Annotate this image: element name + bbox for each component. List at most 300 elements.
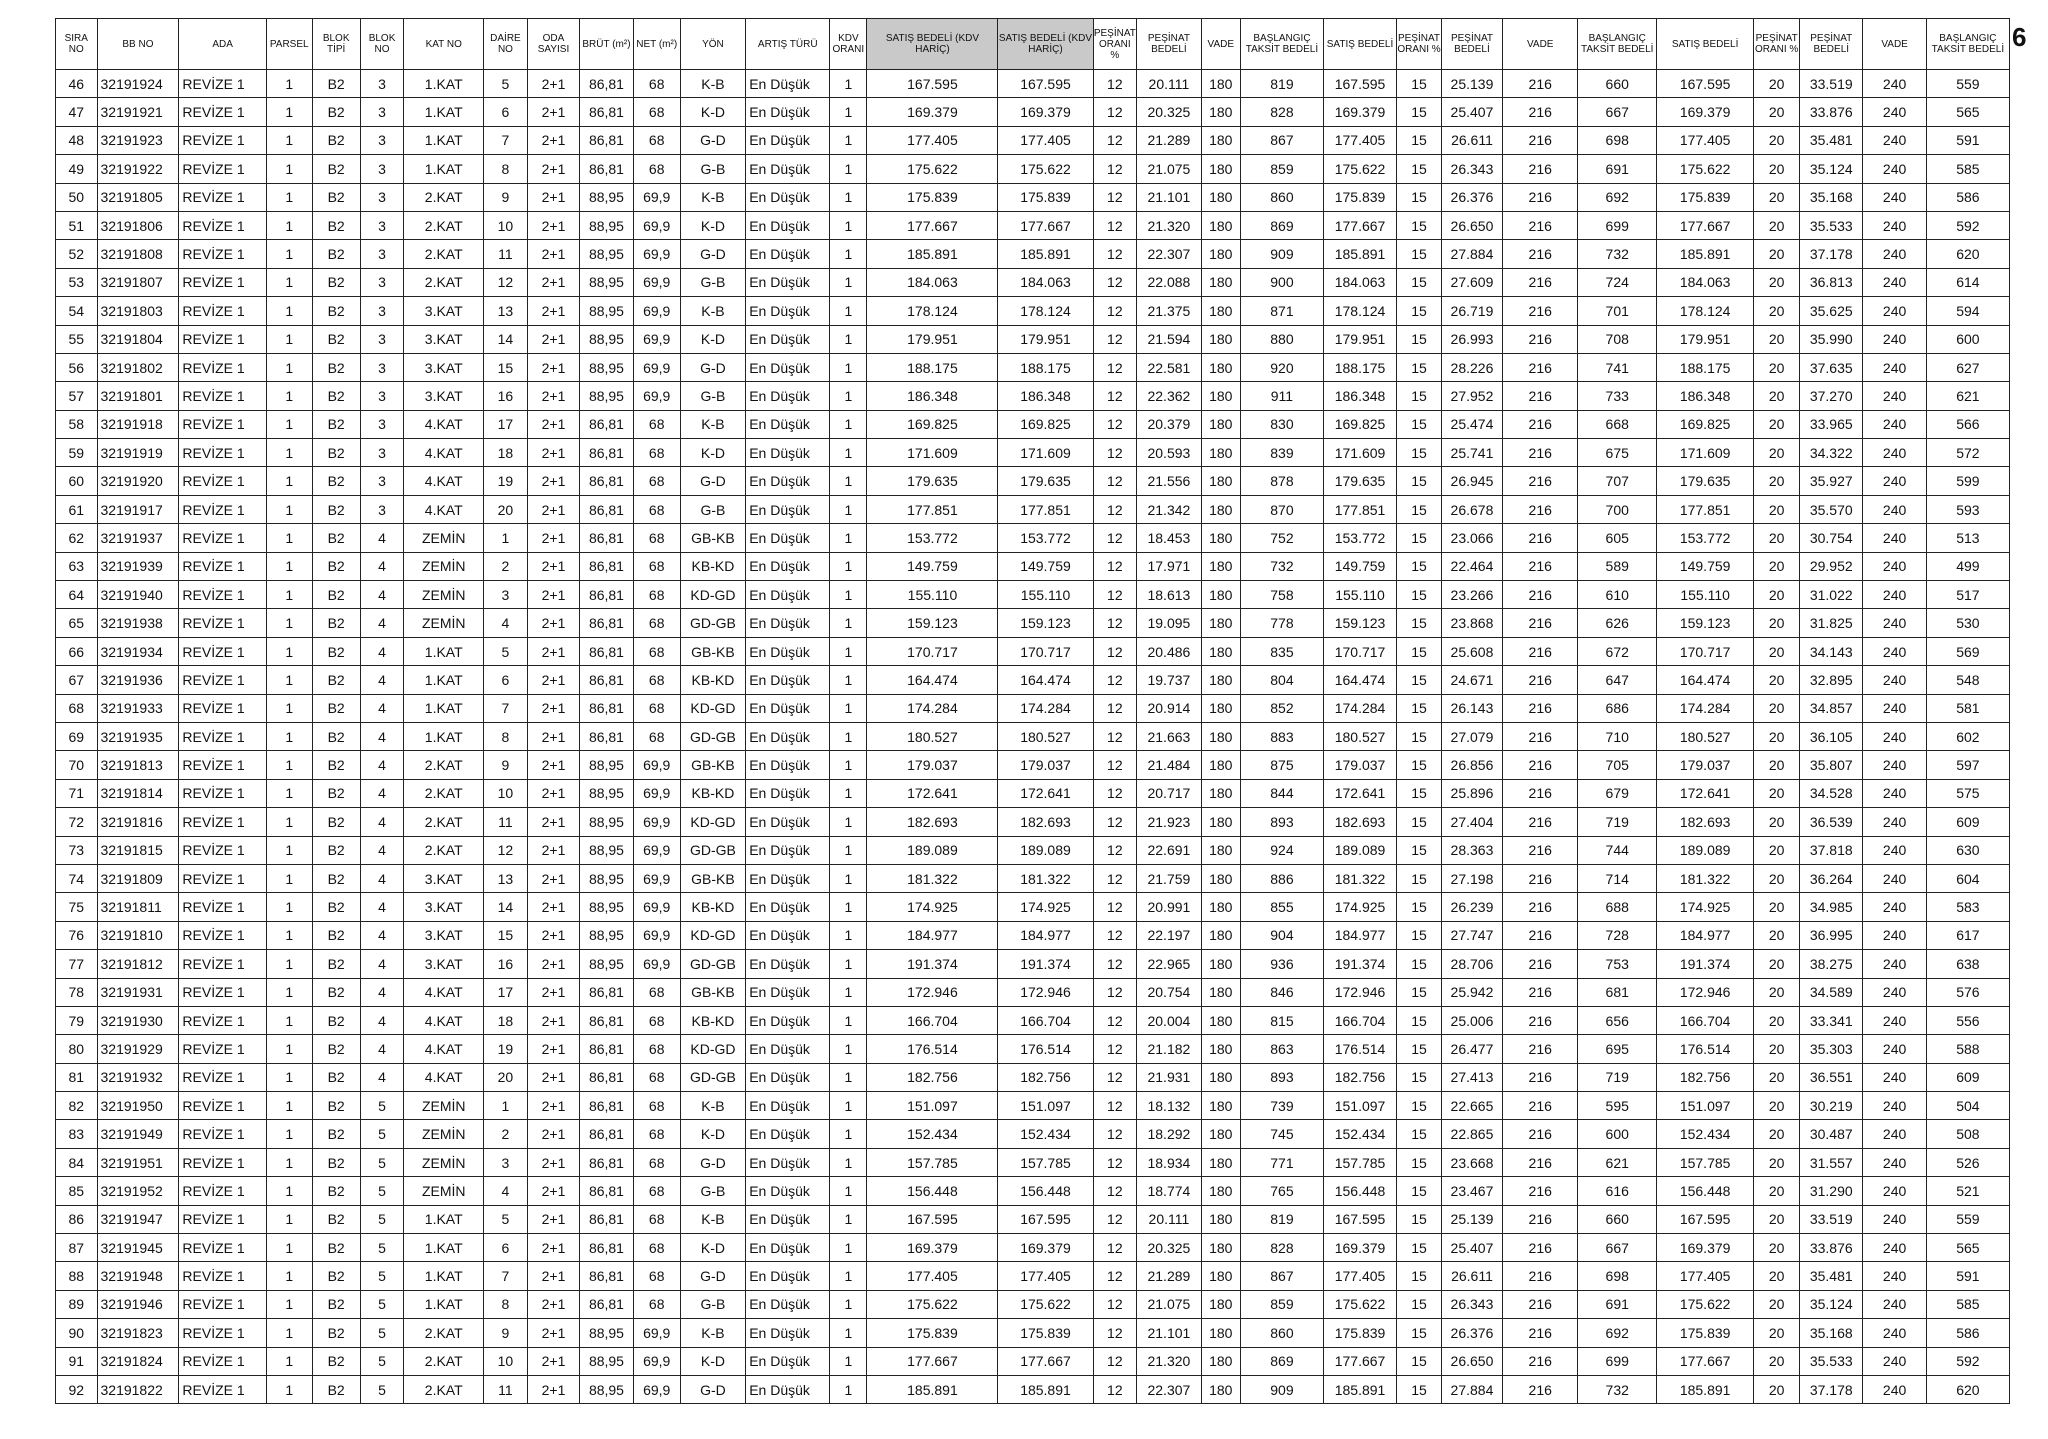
table-cell: B2 (312, 694, 360, 722)
table-cell: 1 (830, 1375, 867, 1403)
table-cell: 3.KAT (404, 950, 484, 978)
table-cell: 180 (1201, 666, 1240, 694)
table-cell: 88,95 (580, 297, 634, 325)
table-cell: 177.851 (1657, 495, 1754, 523)
table-cell: 177.667 (867, 1347, 998, 1375)
table-cell: 68 (633, 1205, 680, 1233)
table-cell: 20 (484, 1063, 528, 1091)
table-cell: 36.105 (1800, 722, 1863, 750)
table-cell: 1 (830, 864, 867, 892)
table-cell: 2+1 (527, 1375, 579, 1403)
table-cell: B2 (312, 410, 360, 438)
table-cell: 2+1 (527, 779, 579, 807)
table-cell: REVİZE 1 (179, 1234, 266, 1262)
table-cell: 2+1 (527, 1262, 579, 1290)
table-cell: 4 (360, 921, 404, 949)
table-cell: 68 (633, 637, 680, 665)
table-cell: 46 (56, 70, 98, 98)
table-cell: 240 (1863, 410, 1926, 438)
table-cell: 69,9 (633, 836, 680, 864)
table-cell: 175.622 (867, 155, 998, 183)
table-cell: 1 (830, 1092, 867, 1120)
table-cell: 20 (1754, 382, 1800, 410)
table-cell: 240 (1863, 495, 1926, 523)
table-cell: 20.486 (1137, 637, 1201, 665)
table-cell: 1 (266, 467, 312, 495)
table-cell: 12 (1093, 609, 1137, 637)
table-cell: GD-GB (680, 1063, 746, 1091)
table-cell: 76 (56, 921, 98, 949)
table-cell: 170.717 (998, 637, 1093, 665)
table-cell: 32191948 (97, 1262, 179, 1290)
table-cell: 32191816 (97, 808, 179, 836)
table-cell: 185.891 (1657, 240, 1754, 268)
table-cell: 68 (633, 581, 680, 609)
column-header: NET (m²) (633, 19, 680, 70)
table-cell: 4 (360, 524, 404, 552)
table-cell: 1 (266, 439, 312, 467)
table-cell: 82 (56, 1092, 98, 1120)
table-cell: 630 (1926, 836, 2009, 864)
table-cell: KD-GD (680, 921, 746, 949)
table-cell: 12 (1093, 921, 1137, 949)
table-cell: B2 (312, 1177, 360, 1205)
table-cell: En Düşük (746, 98, 830, 126)
table-cell: B2 (312, 1234, 360, 1262)
table-cell: 859 (1240, 155, 1323, 183)
column-header: PARSEL (266, 19, 312, 70)
table-row (56, 1148, 2010, 1176)
table-cell: 37.818 (1800, 836, 1863, 864)
column-header: SIRA NO (56, 19, 98, 70)
table-cell: 20 (1754, 666, 1800, 694)
table-cell: 180 (1201, 978, 1240, 1006)
table-cell: 27.404 (1441, 808, 1502, 836)
table-cell: 176.514 (1323, 1035, 1396, 1063)
table-cell: 69,9 (633, 297, 680, 325)
table-cell: 216 (1503, 297, 1578, 325)
table-cell: 191.374 (1323, 950, 1396, 978)
table-cell: 909 (1240, 1375, 1323, 1403)
table-cell: 804 (1240, 666, 1323, 694)
table-cell: 1 (830, 524, 867, 552)
table-cell: 846 (1240, 978, 1323, 1006)
table-cell: 2+1 (527, 1120, 579, 1148)
table-cell: 69,9 (633, 808, 680, 836)
table-cell: 5 (360, 1205, 404, 1233)
table-cell: 1 (266, 382, 312, 410)
table-cell: GB-KB (680, 864, 746, 892)
table-cell: 1 (830, 268, 867, 296)
table-cell: 179.635 (1657, 467, 1754, 495)
table-cell: B2 (312, 1120, 360, 1148)
table-cell: 68 (633, 609, 680, 637)
table-cell: 548 (1926, 666, 2009, 694)
table-cell: 20 (1754, 1375, 1800, 1403)
table-cell: 692 (1578, 183, 1657, 211)
table-cell: B2 (312, 722, 360, 750)
table-cell: 166.704 (1657, 1006, 1754, 1034)
table-cell: K-B (680, 1205, 746, 1233)
table-cell: 69,9 (633, 353, 680, 381)
table-cell: 88,95 (580, 382, 634, 410)
table-row (56, 1006, 2010, 1034)
table-cell: 180.527 (1657, 722, 1754, 750)
table-cell: 588 (1926, 1035, 2009, 1063)
table-row (56, 637, 2010, 665)
table-cell: 20 (1754, 694, 1800, 722)
table-cell: 216 (1503, 268, 1578, 296)
table-cell: 12 (484, 268, 528, 296)
table-cell: REVİZE 1 (179, 410, 266, 438)
table-cell: 4 (360, 1063, 404, 1091)
table-cell: 32.895 (1800, 666, 1863, 694)
table-cell: 240 (1863, 666, 1926, 694)
table-cell: 32191950 (97, 1092, 179, 1120)
table-cell: 86,81 (580, 1148, 634, 1176)
table-cell: 68 (633, 1290, 680, 1318)
table-header (56, 19, 2010, 70)
table-cell: 159.123 (867, 609, 998, 637)
table-cell: 4 (360, 1035, 404, 1063)
table-cell: 27.747 (1441, 921, 1502, 949)
table-cell: 216 (1503, 325, 1578, 353)
table-cell: 175.622 (1657, 155, 1754, 183)
table-cell: 172.641 (1323, 779, 1396, 807)
table-cell: 732 (1578, 1375, 1657, 1403)
table-cell: 216 (1503, 155, 1578, 183)
table-cell: ZEMİN (404, 1148, 484, 1176)
table-cell: 48 (56, 126, 98, 154)
table-cell: REVİZE 1 (179, 1290, 266, 1318)
table-cell: B2 (312, 70, 360, 98)
table-cell: 1 (830, 439, 867, 467)
table-cell: 586 (1926, 1319, 2009, 1347)
table-cell: 26.376 (1441, 183, 1502, 211)
table-cell: 72 (56, 808, 98, 836)
table-cell: 4 (360, 694, 404, 722)
table-cell: 660 (1578, 1205, 1657, 1233)
table-cell: 180 (1201, 98, 1240, 126)
table-cell: 15 (1397, 70, 1442, 98)
table-row (56, 722, 2010, 750)
table-cell: 180 (1201, 297, 1240, 325)
table-cell: REVİZE 1 (179, 666, 266, 694)
table-cell: 88,95 (580, 240, 634, 268)
table-cell: 86,81 (580, 1205, 634, 1233)
table-cell: 68 (633, 722, 680, 750)
table-cell: REVİZE 1 (179, 1148, 266, 1176)
table-cell: GD-GB (680, 609, 746, 637)
table-cell: 26.945 (1441, 467, 1502, 495)
table-cell: 175.622 (998, 155, 1093, 183)
table-cell: B2 (312, 779, 360, 807)
table-cell: 153.772 (1323, 524, 1396, 552)
table-cell: 15 (484, 921, 528, 949)
table-cell: 216 (1503, 694, 1578, 722)
table-cell: 32191823 (97, 1319, 179, 1347)
table-cell: 175.839 (1323, 1319, 1396, 1347)
table-cell: 68 (633, 552, 680, 580)
table-cell: 12 (1093, 808, 1137, 836)
table-cell: 5 (360, 1092, 404, 1120)
table-cell: 4.KAT (404, 467, 484, 495)
table-cell: 37.270 (1800, 382, 1863, 410)
table-cell: 14 (484, 893, 528, 921)
column-header: YÖN (680, 19, 746, 70)
table-cell: 883 (1240, 722, 1323, 750)
table-cell: G-B (680, 268, 746, 296)
table-cell: 180 (1201, 353, 1240, 381)
table-cell: 175.839 (998, 183, 1093, 211)
table-cell: 2+1 (527, 864, 579, 892)
table-cell: 15 (1397, 240, 1442, 268)
table-row (56, 1375, 2010, 1403)
table-cell: 149.759 (867, 552, 998, 580)
table-cell: 576 (1926, 978, 2009, 1006)
table-cell: 20 (1754, 1092, 1800, 1120)
table-cell: 180 (1201, 524, 1240, 552)
table-cell: 21.075 (1137, 1290, 1201, 1318)
table-cell: 19 (484, 1035, 528, 1063)
table-cell: 88,95 (580, 353, 634, 381)
table-cell: 610 (1578, 581, 1657, 609)
table-cell: 166.704 (1323, 1006, 1396, 1034)
table-cell: 88,95 (580, 779, 634, 807)
table-cell: 21.923 (1137, 808, 1201, 836)
table-cell: 216 (1503, 353, 1578, 381)
table-cell: 25.407 (1441, 1234, 1502, 1262)
table-cell: 20 (1754, 1120, 1800, 1148)
table-cell: REVİZE 1 (179, 921, 266, 949)
table-cell: 614 (1926, 268, 2009, 296)
table-cell: G-B (680, 495, 746, 523)
table-cell: REVİZE 1 (179, 1347, 266, 1375)
table-cell: 4 (360, 666, 404, 694)
column-header: KAT NO (404, 19, 484, 70)
table-cell: 86,81 (580, 1006, 634, 1034)
table-cell: 530 (1926, 609, 2009, 637)
table-cell: 87 (56, 1234, 98, 1262)
table-cell: 155.110 (998, 581, 1093, 609)
table-cell: 177.667 (1323, 211, 1396, 239)
table-cell: En Düşük (746, 1205, 830, 1233)
table-cell: 20 (1754, 836, 1800, 864)
table-cell: 240 (1863, 155, 1926, 183)
table-cell: 1 (830, 1290, 867, 1318)
table-cell: 31.825 (1800, 609, 1863, 637)
table-cell: 1 (266, 155, 312, 183)
table-cell: 184.063 (1323, 268, 1396, 296)
table-cell: 20 (1754, 353, 1800, 381)
table-cell: 86,81 (580, 439, 634, 467)
table-cell: 1 (830, 353, 867, 381)
table-cell: 32191935 (97, 722, 179, 750)
table-cell: 26.611 (1441, 126, 1502, 154)
table-cell: 1 (830, 495, 867, 523)
table-cell: 508 (1926, 1120, 2009, 1148)
table-cell: 68 (633, 1120, 680, 1148)
table-cell: 15 (1397, 439, 1442, 467)
table-cell: 1.KAT (404, 98, 484, 126)
table-row (56, 1035, 2010, 1063)
table-cell: 216 (1503, 1205, 1578, 1233)
table-cell: En Düşük (746, 864, 830, 892)
table-cell: 21.101 (1137, 183, 1201, 211)
table-row (56, 467, 2010, 495)
table-cell: 240 (1863, 609, 1926, 637)
table-cell: 35.481 (1800, 126, 1863, 154)
table-cell: 86,81 (580, 1063, 634, 1091)
table-cell: 32191804 (97, 325, 179, 353)
table-cell: 216 (1503, 1375, 1578, 1403)
table-cell: 904 (1240, 921, 1323, 949)
table-cell: 855 (1240, 893, 1323, 921)
table-row (56, 921, 2010, 949)
table-cell: 86,81 (580, 552, 634, 580)
table-cell: 1 (830, 637, 867, 665)
table-cell: 1.KAT (404, 637, 484, 665)
table-cell: 21.342 (1137, 495, 1201, 523)
table-cell: 32191945 (97, 1234, 179, 1262)
table-cell: KB-KD (680, 1006, 746, 1034)
table-cell: 25.608 (1441, 637, 1502, 665)
table-cell: 871 (1240, 297, 1323, 325)
table-cell: 149.759 (1657, 552, 1754, 580)
table-cell: 600 (1926, 325, 2009, 353)
table-cell: 12 (1093, 1092, 1137, 1120)
table-row (56, 382, 2010, 410)
table-cell: 2+1 (527, 382, 579, 410)
table-cell: 595 (1578, 1092, 1657, 1120)
table-cell: 240 (1863, 126, 1926, 154)
table-cell: 867 (1240, 126, 1323, 154)
table-cell: 15 (1397, 637, 1442, 665)
table-cell: 157.785 (1657, 1148, 1754, 1176)
table-cell: 2+1 (527, 1347, 579, 1375)
table-cell: 2.KAT (404, 836, 484, 864)
table-cell: 686 (1578, 694, 1657, 722)
table-cell: 909 (1240, 240, 1323, 268)
table-cell: 3 (484, 1148, 528, 1176)
table-cell: 12 (1093, 1375, 1137, 1403)
table-cell: 216 (1503, 552, 1578, 580)
table-cell: 1 (830, 1319, 867, 1347)
table-cell: 504 (1926, 1092, 2009, 1120)
table-cell: 4 (360, 836, 404, 864)
table-cell: 177.667 (998, 1347, 1093, 1375)
table-cell: 86,81 (580, 1120, 634, 1148)
table-cell: 86,81 (580, 524, 634, 552)
table-cell: 179.951 (998, 325, 1093, 353)
table-cell: 33.876 (1800, 1234, 1863, 1262)
table-cell: 936 (1240, 950, 1323, 978)
table-cell: 698 (1578, 126, 1657, 154)
table-cell: B2 (312, 211, 360, 239)
table-cell: 1 (266, 581, 312, 609)
table-cell: REVİZE 1 (179, 751, 266, 779)
table-cell: 4 (360, 552, 404, 580)
table-cell: 240 (1863, 353, 1926, 381)
table-cell: 26.678 (1441, 495, 1502, 523)
table-cell: 5 (484, 1205, 528, 1233)
table-cell: En Düşük (746, 155, 830, 183)
table-cell: 3 (360, 297, 404, 325)
table-cell: 179.951 (1657, 325, 1754, 353)
table-cell: 20 (1754, 439, 1800, 467)
table-cell: 675 (1578, 439, 1657, 467)
table-cell: 86,81 (580, 1035, 634, 1063)
table-cell: 2.KAT (404, 1319, 484, 1347)
table-cell: 30.487 (1800, 1120, 1863, 1148)
table-cell: 18.774 (1137, 1177, 1201, 1205)
table-cell: REVİZE 1 (179, 1120, 266, 1148)
table-row (56, 893, 2010, 921)
table-cell: 886 (1240, 864, 1323, 892)
table-cell: K-B (680, 1319, 746, 1347)
table-cell: 77 (56, 950, 98, 978)
table-cell: 32191824 (97, 1347, 179, 1375)
table-cell: 1 (266, 240, 312, 268)
table-cell: REVİZE 1 (179, 609, 266, 637)
table-cell: 15 (1397, 155, 1442, 183)
table-cell: 22.691 (1137, 836, 1201, 864)
table-cell: 1.KAT (404, 1234, 484, 1262)
table-cell: 180 (1201, 410, 1240, 438)
table-cell: 18.292 (1137, 1120, 1201, 1148)
table-cell: 88,95 (580, 1319, 634, 1347)
table-cell: 27.884 (1441, 240, 1502, 268)
table-cell: 240 (1863, 694, 1926, 722)
table-cell: 169.825 (867, 410, 998, 438)
table-cell: 12 (1093, 70, 1137, 98)
table-cell: 86,81 (580, 1092, 634, 1120)
table-cell: 240 (1863, 722, 1926, 750)
table-cell: 191.374 (998, 950, 1093, 978)
table-cell: 20 (1754, 978, 1800, 1006)
table-cell: 1 (830, 183, 867, 211)
table-cell: 1 (830, 1234, 867, 1262)
table-cell: En Düşük (746, 1177, 830, 1205)
table-cell: G-D (680, 240, 746, 268)
table-cell: 181.322 (867, 864, 998, 892)
table-cell: 34.528 (1800, 779, 1863, 807)
table-cell: 90 (56, 1319, 98, 1347)
table-cell: 240 (1863, 1063, 1926, 1091)
table-cell: 15 (1397, 921, 1442, 949)
table-cell: 35.533 (1800, 211, 1863, 239)
table-cell: 179.037 (867, 751, 998, 779)
table-cell: REVİZE 1 (179, 495, 266, 523)
table-cell: 12 (1093, 1035, 1137, 1063)
table-cell: 15 (1397, 864, 1442, 892)
table-cell: 240 (1863, 978, 1926, 1006)
table-cell: 1 (830, 978, 867, 1006)
table-cell: 7 (484, 1262, 528, 1290)
table-cell: 1 (830, 155, 867, 183)
table-cell: 180 (1201, 1120, 1240, 1148)
table-cell: 167.595 (867, 70, 998, 98)
table-cell: GD-GB (680, 836, 746, 864)
table-cell: 182.693 (867, 808, 998, 836)
table-cell: 64 (56, 581, 98, 609)
table-cell: 86,81 (580, 1177, 634, 1205)
table-cell: 10 (484, 1347, 528, 1375)
table-cell: REVİZE 1 (179, 467, 266, 495)
table-cell: 185.891 (998, 240, 1093, 268)
table-cell: 12 (1093, 325, 1137, 353)
table-cell: 32191811 (97, 893, 179, 921)
